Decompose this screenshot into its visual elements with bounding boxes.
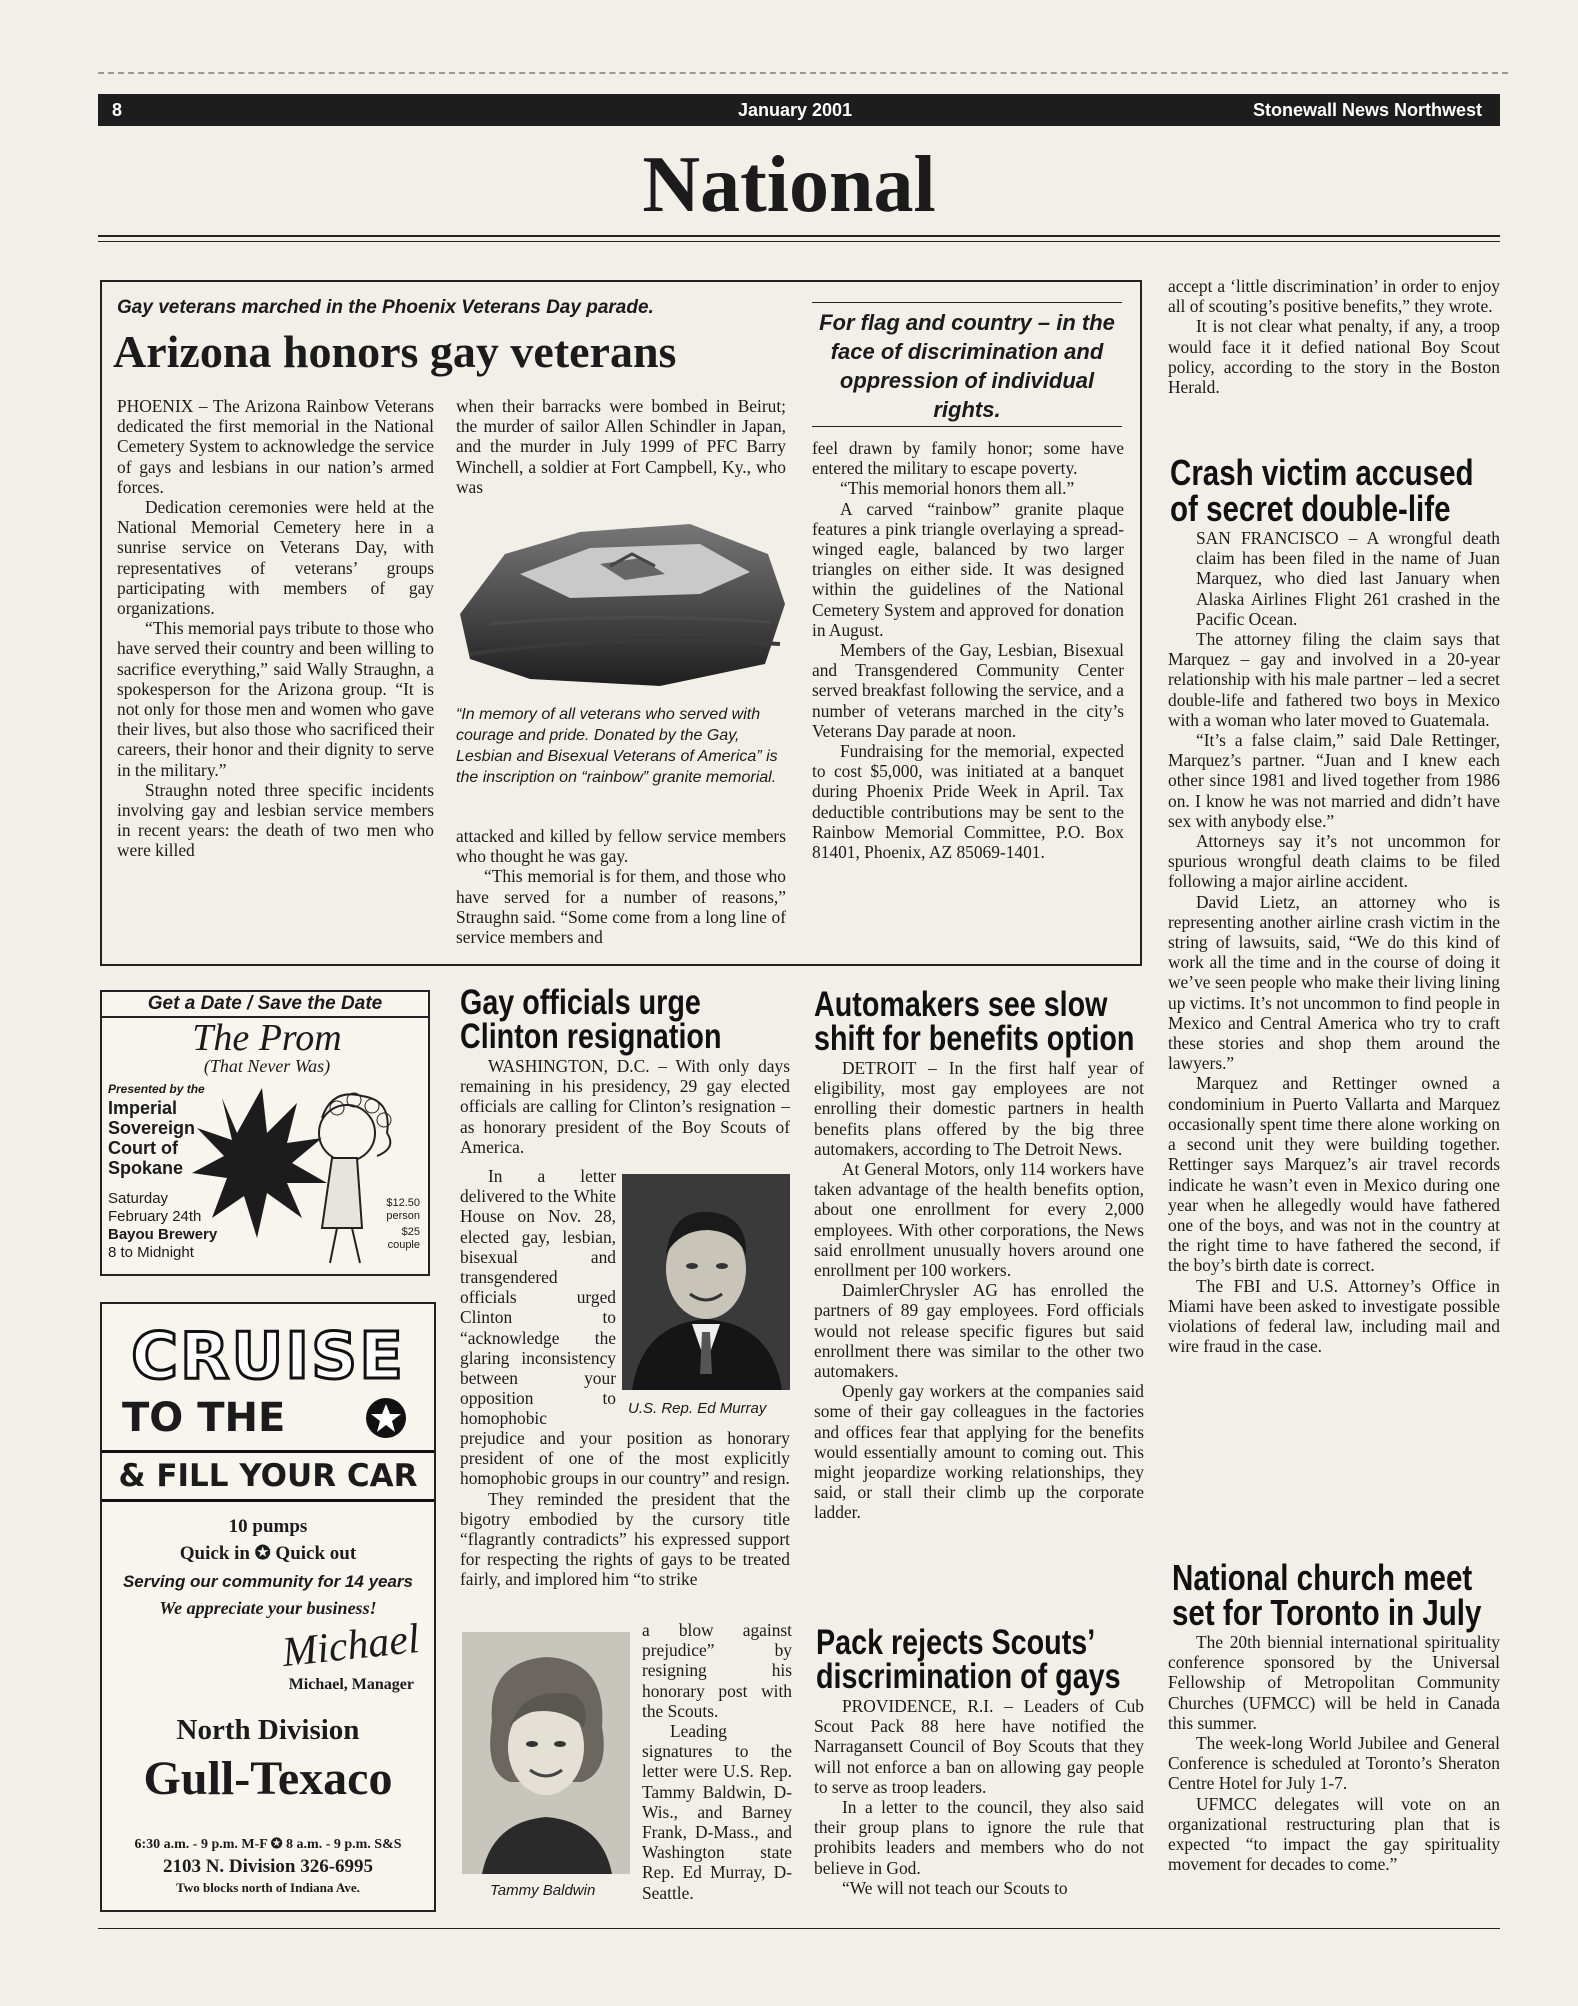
- scouts-paragraph: accept a ‘little discrimination’ in order to enjoy all of scouting’s positive benefits,” they wrote.: [1168, 276, 1500, 317]
- arizona-column-1: [117, 396, 434, 861]
- prom-date-day: Saturday: [108, 1190, 169, 1207]
- cruise-fill-your-car: & FILL YOUR CAR: [102, 1450, 434, 1502]
- prom-ad-banner: Get a Date / Save the Date: [102, 992, 428, 1018]
- prom-price-person: $12.50: [386, 1197, 420, 1209]
- arizona-kicker: Gay veterans marched in the Phoenix Veterans Day parade.: [117, 297, 654, 318]
- cruise-pumps: 10 pumps: [228, 1516, 308, 1537]
- arizona-paragraph: Straughn noted three specific incidents involving gay and lesbian service members in recent years: the death of two men who were killed: [117, 779, 434, 861]
- pack-story: [814, 1696, 1144, 1898]
- automakers-headline: [814, 985, 1205, 1058]
- arizona-paragraph: when their barracks were bombed in Beirut; the murder of sailor Allen Schindler in Japan, and the murder in July 1999 of PFC Barry Winchell, a soldier at Fort Campbell, Ky., who was: [456, 396, 786, 497]
- prom-time: 8 to Midnight: [108, 1244, 194, 1261]
- prom-presented-by: Presented by the: [108, 1082, 205, 1096]
- prom-ad-title: The Prom: [192, 1017, 342, 1059]
- crash-headline-line-1: Crash victim accused: [1170, 452, 1474, 493]
- arizona-column-3: [812, 438, 1124, 862]
- arizona-paragraph: Fundraising for the memorial, expected to cost $5,000, was initiated at a banquet during Phoenix Pride Week in April. Tax deductible contributions may be sent to the Rainbow Memorial Committee, P.O. Box 81401, Phoenix, AZ 85069-1401.: [812, 741, 1124, 863]
- automakers-paragraph: Openly gay workers at the companies said some of their gay colleagues in the factories and offices fear that applying for the benefits would essentially amount to coming out. This might jeopardize working relationships, they said, or stall their climb up the corporate ladder.: [814, 1381, 1144, 1523]
- church-paragraph: UFMCC delegates will vote on an organizational restructuring plan that is expected “to impact the gay spirituality movement for decades to come.”: [1168, 1793, 1500, 1875]
- arizona-headline: Arizona honors gay veterans: [113, 326, 677, 377]
- prom-price-couple: $25: [401, 1226, 420, 1238]
- prom-org-line: Spokane: [108, 1158, 184, 1178]
- publication-name: Stonewall News Northwest: [1252, 100, 1482, 120]
- page-number: 8: [112, 100, 123, 120]
- officials-paragraph: They reminded the president that the bigotry embodied by the cursory title “flagrantly contradicts” his expressed support for respecting the rights of gays to be treated fairly, and implored him “to strike: [460, 1488, 790, 1590]
- prom-ad: [100, 990, 430, 1276]
- cruise-serving: Serving our community for 14 years: [122, 1572, 414, 1591]
- star-circle-icon: [364, 1396, 408, 1440]
- prom-org-line: Court of: [108, 1138, 178, 1158]
- automakers-headline-line-1: Automakers see slow: [814, 985, 1108, 1024]
- prom-org-line: Sovereign: [108, 1118, 196, 1138]
- cruise-hours: 6:30 a.m. - 9 p.m. M-F ✪ 8 a.m. - 9 p.m. S&S: [134, 1837, 402, 1852]
- arizona-paragraph: PHOENIX – The Arizona Rainbow Veterans dedicated the first memorial in the National Cemetery System to acknowledge the service of gays and lesbians in our nation’s armed forces.: [117, 396, 434, 497]
- scouts-continued: [1168, 276, 1500, 397]
- officials-paragraph: a blow against prejudice” by resigning his honorary post with the Scouts.: [642, 1620, 792, 1721]
- memorial-photo: [450, 494, 792, 694]
- officials-narrow-2: [642, 1620, 792, 1903]
- section-rule-bottom: [98, 241, 1500, 242]
- prom-details: [108, 1190, 217, 1262]
- cruise-directions: Two blocks north of Indiana Ave.: [176, 1880, 360, 1895]
- arizona-paragraph: Dedication ceremonies were held at the National Memorial Cemetery here in a sunrise service on Veterans Day, with representatives of veterans’ groups participating with members of gay organizations.: [117, 497, 434, 619]
- issue-date: January 2001: [738, 100, 853, 120]
- portrait-tammy-baldwin: [462, 1632, 630, 1874]
- cruise-appreciate: We appreciate your business!: [159, 1598, 377, 1618]
- cruise-headline: CRUISE: [131, 1320, 405, 1394]
- officials-paragraph: Leading signatures to the letter were U.S. Rep. Tammy Baldwin, D-Wis., and Barney Frank, D-Mass., and Washington state Rep. Ed Murray, D-Seattle.: [642, 1721, 792, 1903]
- prom-price-couple-label: couple: [387, 1239, 420, 1251]
- arizona-paragraph: “This memorial is for them, and those who have served for a number of reasons,” Straughn said. “Some come from a long line of service members and: [456, 866, 786, 948]
- manager-signature: Michael: [279, 1615, 422, 1677]
- church-headline-line-1: National church meet: [1172, 1557, 1473, 1598]
- arizona-paragraph: A carved “rainbow” granite plaque features a pink triangle overlaying a spread-winged eagle, balanced by two larger triangles on either side. It was designed within the guidelines of the National Cemetery System and approved for donation in August.: [812, 498, 1124, 640]
- officials-paragraph: prejudice and your position as honorary president of one of the most explicitly homophobic groups in our country” and resign.: [460, 1428, 790, 1489]
- officials-headline: [460, 983, 779, 1056]
- officials-lead: [460, 1056, 790, 1157]
- automakers-paragraph: DaimlerChrysler AG has enrolled the partners of 89 gay employees. Ford officials would not release specific figures but said enrollment there was similar to the other two automakers.: [814, 1280, 1144, 1382]
- granite-memorial-image: [450, 494, 792, 694]
- church-paragraph: The 20th biennial international spirituality conference sponsored by the Universal Fellowship of Metropolitan Community Churches (UFMCC) will be held in Canada this summer.: [1168, 1632, 1500, 1733]
- ed-murray-photo: [622, 1174, 790, 1390]
- officials-headline-line-2: Clinton resignation: [460, 1017, 722, 1056]
- tammy-baldwin-caption: Tammy Baldwin: [490, 1882, 596, 1899]
- pack-headline: [816, 1623, 1187, 1696]
- arizona-paragraph: feel drawn by family honor; some have entered the military to escape poverty.: [812, 438, 1124, 479]
- pullquote-rule-bottom: [812, 426, 1122, 427]
- memorial-photo-caption: “In memory of all veterans who served with courage and pride. Donated by the Gay, Lesbian and Bisexual Veterans of America” is the inscription on “rainbow” granite memorial.: [456, 706, 778, 786]
- section-title: National: [642, 141, 936, 229]
- prom-ad-subtitle: (That Never Was): [203, 1056, 331, 1076]
- prom-prices: [362, 1197, 420, 1252]
- cruise-address: 2103 N. Division 326-6995: [162, 1856, 374, 1877]
- tammy-baldwin-photo: [462, 1632, 630, 1874]
- prom-date: February 24th: [108, 1208, 202, 1225]
- crash-paragraph: Attorneys say it’s not uncommon for spurious wrongful death claims to be filed following a major airline accident.: [1168, 831, 1500, 892]
- crash-headline-line-2: of secret double-life: [1170, 488, 1451, 529]
- crash-paragraph: The FBI and U.S. Attorney’s Office in Miami have been asked to investigate possible violations of federal law, including mail and wire fraud in the case.: [1168, 1275, 1500, 1357]
- prom-price-person-label: person: [386, 1210, 420, 1222]
- arizona-paragraph: “This memorial pays tribute to those who have served their country and been willing to sacrifice everything,” said Wally Straughn, a spokesperson for the Arizona group. “It is not only for those men and women who gave their lives, but also those who sacrificed their careers, their honor and their dignity to serve in the military.”: [117, 618, 434, 780]
- pullquote-rule-top: [812, 302, 1122, 303]
- pack-headline-line-2: discrimination of gays: [816, 1657, 1121, 1696]
- portrait-ed-murray: [622, 1174, 790, 1390]
- crash-headline: [1170, 452, 1540, 529]
- arizona-paragraph: “This memorial honors them all.”: [840, 478, 1075, 499]
- church-headline: [1172, 1557, 1549, 1633]
- automakers-story: [814, 1058, 1144, 1523]
- officials-paragraph: WASHINGTON, D.C. – With only days remaining in his presidency, 29 gay elected officials are calling for Clinton’s resignation – as honorary president of the Boy Scouts of America.: [460, 1056, 790, 1157]
- arizona-column-2-top: [456, 396, 786, 497]
- automakers-headline-line-2: shift for benefits option: [814, 1019, 1135, 1058]
- page-header-bar: [98, 94, 1500, 126]
- crash-paragraph: David Lietz, an attorney who is representing another airline crash victim in the string of lawsuits, said, “We do this kind of work all the time and in the course of doing it we’ve seen people who make their living lining up victims. It’s not uncommon to find people in Mexico and Central America who try to craft these stories and shop them around the lawyers.”: [1168, 891, 1500, 1074]
- church-headline-line-2: set for Toronto in July: [1172, 1592, 1482, 1633]
- officials-paragraph: In a letter delivered to the White House on Nov. 28, elected gay, lesbian, bisexual and transgendered officials urged Clinton to “acknowledge the glaring inconsistency between your opposition to homophobic: [460, 1166, 616, 1429]
- section-rule-top: [98, 235, 1500, 237]
- cruise-name-line-2: Gull-Texaco: [143, 1752, 393, 1805]
- pullquote: For flag and country – in the face of discrimination and oppression of individual rights.: [819, 310, 1115, 422]
- cruise-name-line-1: North Division: [176, 1714, 360, 1746]
- top-dotted-rule: [98, 72, 1508, 74]
- automakers-paragraph: At General Motors, only 114 workers have taken advantage of the health benefits option, about one enrollment for every 2,000 employees. With other corporations, the News said enrollment unusually hovers around one enrollment per 100 workers.: [814, 1159, 1144, 1281]
- prom-org-line: Imperial: [108, 1098, 178, 1118]
- cruise-quick: Quick in ✪ Quick out: [179, 1543, 357, 1564]
- ed-murray-caption: U.S. Rep. Ed Murray: [628, 1400, 767, 1417]
- pack-headline-line-1: Pack rejects Scouts’: [816, 1623, 1096, 1662]
- cruise-ad: [100, 1302, 436, 1912]
- pack-paragraph: In a letter to the council, they also said their group plans to ignore the rule that prohibits leaders and members who do not believe in God.: [814, 1797, 1144, 1878]
- arizona-paragraph: Members of the Gay, Lesbian, Bisexual and Transgendered Community Center served breakfast following the service, and a number of veterans marched in the city’s Veterans Day parade at noon.: [812, 640, 1124, 741]
- cruise-to-the: TO THE: [122, 1395, 286, 1441]
- pack-paragraph: PROVIDENCE, R.I. – Leaders of Cub Scout Pack 88 here have notified the Narragansett Council of Boy Scouts that they will not enforce a ban on allowing gay people to serve as troop leaders.: [814, 1696, 1144, 1797]
- scouts-paragraph: It is not clear what penalty, if any, a troop would face it it defied national Boy Scout policy, according to the story in the Boston Herald.: [1168, 316, 1500, 398]
- crash-paragraph: Marquez and Rettinger owned a condominium in Puerto Vallarta and Marquez occasionally spent time there alone working on a second unit they were building together. Rettinger says Marquez’s air travel records indicate he wasn’t even in Mexico during one year when he allegedly would have fathered one of the boys, and was not in the country at the right time to have fathered the second, if the boy’s birth date is correct.: [1168, 1073, 1500, 1276]
- page-bottom-rule: [98, 1928, 1500, 1929]
- prom-organizer: [108, 1098, 195, 1178]
- crash-story: [1168, 528, 1500, 1356]
- church-story: [1168, 1632, 1500, 1874]
- pack-paragraph: “We will not teach our Scouts to: [842, 1877, 1068, 1898]
- crash-paragraph: The attorney filing the claim says that Marquez – gay and involved in a 20-year relationship with his male partner – led a secret double-life and fathered two boys in Mexico with a woman who later moved to Guatemala.: [1168, 629, 1500, 730]
- arizona-column-2-bottom: [456, 826, 786, 947]
- officials-narrow-1: [460, 1166, 616, 1429]
- officials-full-width: [460, 1428, 790, 1590]
- automakers-paragraph: DETROIT – In the first half year of eligibility, most gay employees are not enrolling their domestic partners in health benefits plans offered by the big three automakers, according to The Detroit News.: [814, 1058, 1144, 1159]
- church-paragraph: The week-long World Jubilee and General Conference is scheduled at Toronto’s Sheraton Centre Hotel for July 1-7.: [1168, 1733, 1500, 1794]
- crash-paragraph: SAN FRANCISCO – A wrongful death claim has been filed in the name of Juan Marquez, who died last January when Alaska Airlines Flight 261 crashed in the Pacific Ocean.: [1196, 528, 1500, 629]
- arizona-paragraph: attacked and killed by fellow service members who thought he was gay.: [456, 826, 786, 867]
- cruise-manager: Michael, Manager: [288, 1676, 414, 1693]
- crash-paragraph: “It’s a false claim,” said Dale Rettinger, Marquez’s partner. “Juan and I knew each other since 1981 and lived together from 1986 on. I know he was not married and didn’t have sex with anybody else.”: [1168, 730, 1500, 831]
- officials-headline-line-1: Gay officials urge: [460, 983, 701, 1022]
- prom-venue: Bayou Brewery: [108, 1226, 218, 1243]
